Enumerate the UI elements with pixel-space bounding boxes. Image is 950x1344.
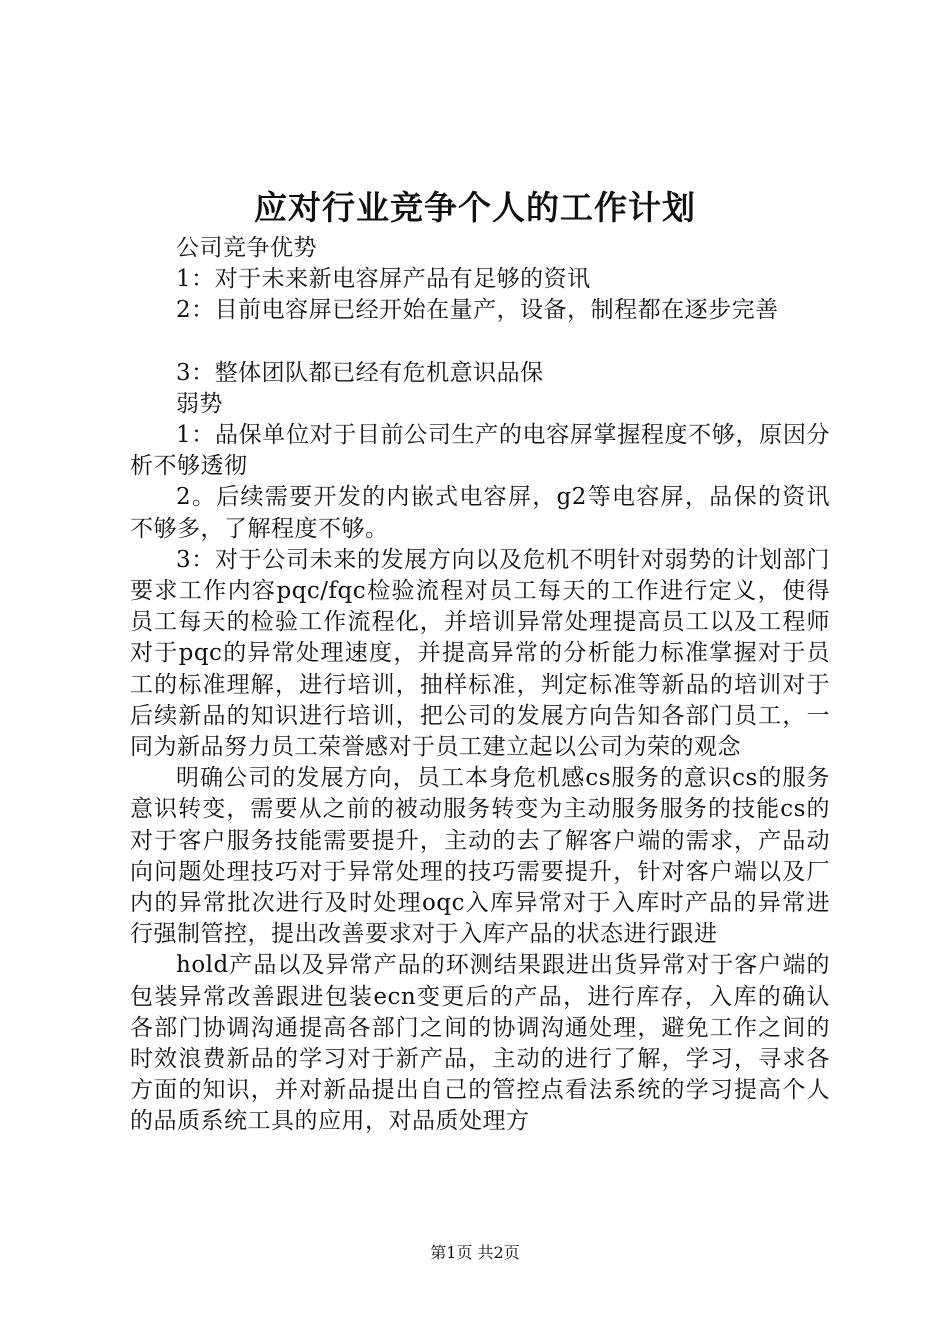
paragraph: 弱势	[176, 390, 223, 417]
paragraph: 2：目前电容屏已经开始在量产，设备，制程都在逐步完善	[176, 297, 779, 324]
page-number-footer: 第1页 共2页	[430, 1243, 520, 1262]
document-body	[130, 233, 830, 1138]
paragraph: 1：品保单位对于目前公司生产的电容屏掌握程度不够，原因分析不够透彻	[130, 422, 830, 480]
paragraph: 3：对于公司未来的发展方向以及危机不明针对弱势的计划部门要求工作内容pqc/fqc检验流程对员工每天的工作进行定义，使得员工每天的检验工作流程化，并培训异常处理提高员工以及工程师对于pqc的异常处理速度，并提高异常的分析能力标准掌握对于员工的标准理解，进行培训，抽样标准，判定标准等新品的培训对于后续新品的知识进行培训，把公司的发展方向告知各部门员工，一同为新品努力员工荣誉感对于员工建立起以公司为荣的观念	[130, 546, 830, 761]
document-title: 应对行业竞争个人的工作计划	[254, 188, 696, 227]
paragraph: 1：对于未来新电容屏产品有足够的资讯	[176, 266, 591, 293]
paragraph: 2。后续需要开发的内嵌式电容屏，g2等电容屏，品保的资讯不够多，了解程度不够。	[130, 484, 830, 542]
paragraph: 明确公司的发展方向，员工本身危机感cs服务的意识cs的服务意识转变，需要从之前的被动服务转变为主动服务服务的技能cs的对于客户服务技能需要提升，主动的去了解客户端的需求，产品动向问题处理技巧对于异常处理的技巧需要提升，针对客户端以及厂内的异常批次进行及时处理oqc入库异常对于入库时产品的异常进行强制管控，提出改善要求对于入库产品的状态进行跟进	[130, 765, 830, 948]
paragraph: hold产品以及异常产品的环测结果跟进出货异常对于客户端的包装异常改善跟进包装ecn变更后的产品，进行库存，入库的确认各部门协调沟通提高各部门之间的协调沟通处理，避免工作之间的时效浪费新品的学习对于新产品，主动的进行了解，学习，寻求各方面的知识，并对新品提出自己的管控点看法系统的学习提高个人的品质系统工具的应用，对品质处理方	[130, 952, 830, 1135]
paragraph: 3：整体团队都已经有危机意识品保	[176, 359, 544, 386]
paragraph: 公司竞争优势	[176, 235, 317, 261]
